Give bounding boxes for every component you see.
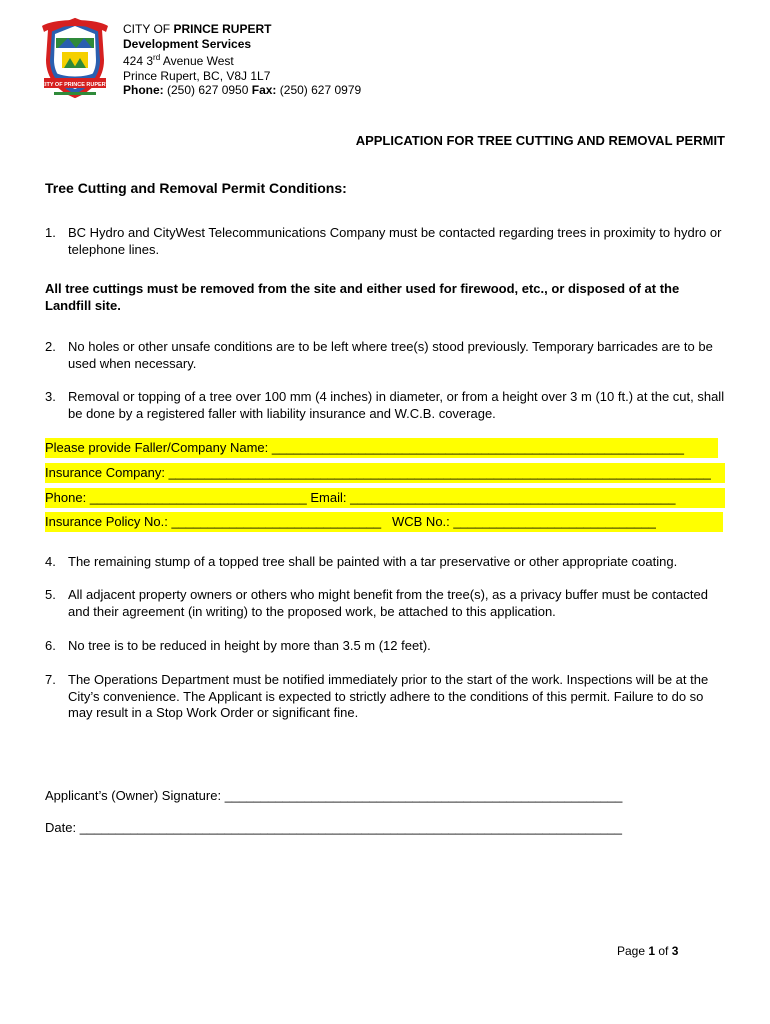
condition-number: 6. [45,638,56,653]
document-title: APPLICATION FOR TREE CUTTING AND REMOVAL PERMIT [355,133,725,148]
condition-text: The remaining stump of a topped tree shall be painted with a tar preservative or other appropriate coating. [68,554,678,569]
fax-label: Fax: [251,83,277,98]
faller-company-field[interactable] [45,438,718,458]
condition-number: 3. [45,389,56,404]
removal-note: All tree cuttings must be removed from the site and either used for firewood, etc., or disposed of at the Landfill site. [45,281,680,313]
condition-text: BC Hydro and CityWest Telecommunications Company must be contacted regarding trees in proximity to hydro or telephone lines. [68,225,722,257]
city-prefix: CITY OF [123,22,174,36]
policy-wcb-field[interactable] [45,512,723,532]
address-line [123,51,361,69]
logo-banner-text: CITY OF PRINCE RUPERT [40,82,110,88]
faller-company-label: Please provide Faller/Company Name: [45,440,269,455]
owner-signature-label: Applicant’s (Owner) Signature: [45,788,222,803]
department [123,37,361,52]
letterhead [123,22,361,98]
email-field-label: Email: [310,490,347,505]
policy-line[interactable]: _____________________________ [171,514,382,529]
owner-signature-line[interactable]: _______________________________________________________ [224,788,623,803]
address-street: Avenue West [160,54,234,69]
wcb-line[interactable]: ____________________________ [453,514,656,529]
condition-text: No tree is to be reduced in height by more than 3.5 m (12 feet). [68,638,431,653]
page-of: of [655,944,672,958]
condition-text: The Operations Department must be notified immediately prior to the start of the work. Inspections will be at the City’s convenience. The Applicant is expected to strictly adhere to the conditions of this permit. Failure to do so may result in a Stop Work Order or significant fine. [68,672,709,720]
owner-signature-field[interactable] [45,788,685,803]
phone-email-field[interactable] [45,488,725,508]
phone-line[interactable]: ______________________________ [89,490,307,505]
insurance-company-line[interactable]: ___________________________________________________________________________ [168,465,711,480]
department-name: Development Services [123,36,252,51]
page-word: Page [617,944,649,958]
faller-company-line[interactable]: _________________________________________________________ [271,440,685,455]
phone-value: (250) 627 0950 [163,83,252,98]
conditions-heading: Tree Cutting and Removal Permit Conditions: [45,180,347,196]
phone-field-label: Phone: [45,490,87,505]
address-number: 424 3 [123,54,154,69]
date-label: Date: [45,820,77,835]
condition-item-6 [45,638,725,655]
city-name: PRINCE RUPERT [173,22,272,36]
condition-item-3 [45,389,725,422]
condition-number: 1. [45,225,56,240]
policy-field-label: Insurance Policy No.: [45,514,168,529]
page-current: 1 [648,944,656,958]
condition-text: No holes or other unsafe conditions are to be left where tree(s) stood previously. Temporary barricades are to be used when necessary. [68,339,713,371]
wcb-field-label: WCB No.: [391,514,450,529]
insurance-company-field[interactable] [45,463,725,483]
condition-number: 5. [45,587,56,602]
condition-number: 7. [45,672,56,687]
condition-number: 2. [45,339,56,354]
email-line[interactable]: _____________________________________________ [350,490,676,505]
contact-line [123,83,361,98]
condition-number: 4. [45,554,56,569]
city-line [123,22,361,37]
condition-item-1 [45,225,725,258]
condition-item-4 [45,554,725,571]
page-number [617,944,678,958]
page-total: 3 [671,944,679,958]
date-field[interactable] [45,820,685,835]
city-postal-line: Prince Rupert, BC, V8J 1L7 [123,68,271,83]
condition-text: Removal or topping of a tree over 100 mm (4 inches) in diameter, or from a height over 3 m (10 ft.) at the cut, shall be done by a registered faller with liability insurance and W.C.B. coverage. [68,389,725,421]
insurance-company-label: Insurance Company: [45,465,165,480]
fax-value: (250) 627 0979 [276,83,362,98]
date-line[interactable]: ___________________________________________________________________________ [79,820,622,835]
condition-text: All adjacent property owners or others who might benefit from the tree(s), as a privacy buffer must be contacted and their agreement (in writing) to the proposed work, be attached to this application. [68,587,708,619]
condition-item-5 [45,587,725,620]
condition-item-7 [45,672,725,722]
city-crest-logo [40,16,110,108]
phone-label: Phone: [123,83,164,98]
address-superscript: rd [153,53,161,63]
condition-item-2 [45,339,725,372]
